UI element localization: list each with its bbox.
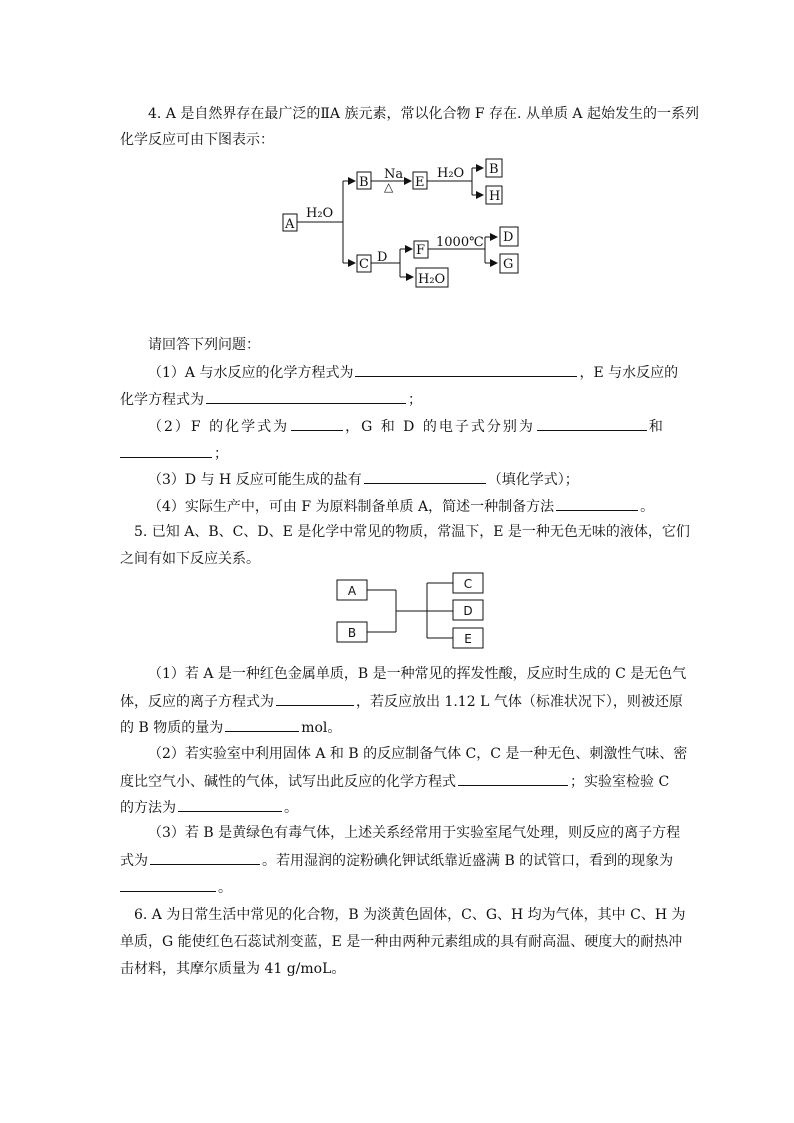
q4-sub3-text2: （填化学式）； [487,472,579,488]
q5-part3-line3 [120,877,232,898]
q6-line3: 击材料，其摩尔质量为 41 g/moL。 [120,961,346,977]
q4-sub2-text3: 和 [648,419,665,435]
answer-blank[interactable] [276,691,354,706]
answer-blank[interactable] [206,389,406,404]
q4-sub3 [148,469,579,490]
q5-part3-line1: （3）若 B 是黄绿色有毒气体，上述关系经常用于实验室尾气处理，则反应的离子方程 [148,825,681,841]
q4-sub2-end: ； [214,446,228,462]
q4-node-G: G [503,257,514,272]
q4-sub4 [148,496,654,517]
answer-blank[interactable] [364,469,486,484]
answer-blank[interactable] [556,496,638,511]
q4-sub2-line2 [120,443,228,464]
q5-part2-text3: 的方法为 [120,800,176,816]
q4-label-na: Na [384,167,404,182]
q5-part1-line3 [120,717,341,738]
q5-node-A: A [347,584,357,598]
answer-blank[interactable] [458,771,568,786]
q5-intro-line2: 之间有如下反应关系。 [120,551,260,567]
q4-sub3-text: （3）D 与 H 反应可能生成的盐有 [148,472,362,488]
q5-part1-unit: mol。 [301,720,342,736]
q4-sub1-text2: ，E 与水反应的 [579,365,679,381]
q4-node-A: A [285,217,295,232]
answer-blank[interactable] [355,362,577,377]
q4-node-E: E [415,175,425,190]
answer-blank[interactable] [225,717,299,732]
q4-label-delta: △ [384,180,394,194]
q4-sub1-line1 [148,362,678,383]
q4-intro-line1: 4. A 是自然界存在最广泛的ⅡA 族元素，常以化合物 F 存在. 从单质 A 起始发生的一系列 [148,106,699,122]
q5-part1-text: 体，反应的离子方程式为 [120,694,274,710]
q5-part2-line2 [120,771,669,792]
q4-sub1-text3: 化学方程式为 [120,392,204,408]
q4-sub2-line1 [148,416,665,437]
q6-line2: 单质，G 能使红色石蕊试剂变蓝，E 是一种由两种元素组成的具有耐高温、硬度大的耐热冲 [120,934,683,950]
q5-part3-line2 [120,850,673,871]
q4-label-D: D [377,250,388,265]
q4-sub1-end: ； [408,392,422,408]
q5-part1-text3: 的 B 物质的量为 [120,720,224,736]
q4-node-B1: B [359,175,369,190]
q5-node-D: D [463,604,473,618]
q4-node-F: F [416,243,426,258]
q6-line1: 6. A 为日常生活中常见的化合物，B 为淡黄色固体，C、G、H 均为气体，其中 C、H 为 [134,907,686,923]
q5-part3-text: 式为 [120,853,148,869]
q4-label-water1: H₂O [306,206,334,221]
q5-node-E: E [464,632,472,646]
q5-part2-line1: （2）若实验室中利用固体 A 和 B 的反应制备气体 C，C 是一种无色、刺激性气味、密 [148,746,688,762]
q4-sub2-text2: ，G 和 D 的电子式分别为 [345,419,535,435]
q4-sub2-text: （2）F 的化学式为 [148,419,290,435]
q5-part2-line3 [120,797,298,818]
q4-label-temp: 1000℃ [436,235,484,250]
q5-node-B: B [347,626,357,640]
q4-sub1-text: （1）A 与水反应的化学方程式为 [148,365,354,381]
answer-blank[interactable] [291,416,343,431]
q5-part2-end: 。 [284,800,298,816]
q5-part3-text2: 。若用湿润的淀粉碘化钾试纸靠近盛满 B 的试管口，看到的现象为 [262,853,674,869]
q5-part1-line1: （1）若 A 是一种红色金属单质，B 是一种常见的挥发性酸，反应时生成的 C 是无色气 [148,666,687,682]
q4-node-C: C [359,257,369,272]
q5-node-C: C [463,577,473,591]
q4-node-H: H [489,189,501,204]
answer-blank[interactable] [120,443,212,458]
q5-part1-line2 [120,691,683,712]
q4-node-B2: B [489,162,499,177]
answer-blank[interactable] [120,877,216,892]
q4-node-D: D [503,230,514,245]
q4-sub1-line2 [120,389,422,410]
q4-intro-line2: 化学反应可由下图表示： [120,132,274,148]
q4-sub4-end: 。 [640,499,655,515]
answer-blank[interactable] [178,797,282,812]
q4-node-water3: H₂O [418,272,446,287]
answer-blank[interactable] [537,416,647,431]
answer-blank[interactable] [150,850,260,865]
q5-part2-text2: ；实验室检验 C [570,774,670,790]
q5-part1-text2: ，若反应放出 1.12 L 气体（标准状况下），则被还原 [356,694,683,710]
q4-sub4-text: （4）实际生产中，可由 F 为原料制备单质 A，简述一种制备方法 [148,499,555,515]
q5-intro-line1: 5. 已知 A、B、C、D、E 是化学中常见的物质，常温下，E 是一种无色无味的液体，它们 [134,524,690,540]
q4-prompt: 请回答下列问题： [148,337,260,353]
q5-part3-end: 。 [218,880,232,896]
q5-part2-text: 度比空气小、碱性的气体，试写出此反应的化学方程式 [120,774,456,790]
q4-label-water2: H₂O [437,166,465,181]
